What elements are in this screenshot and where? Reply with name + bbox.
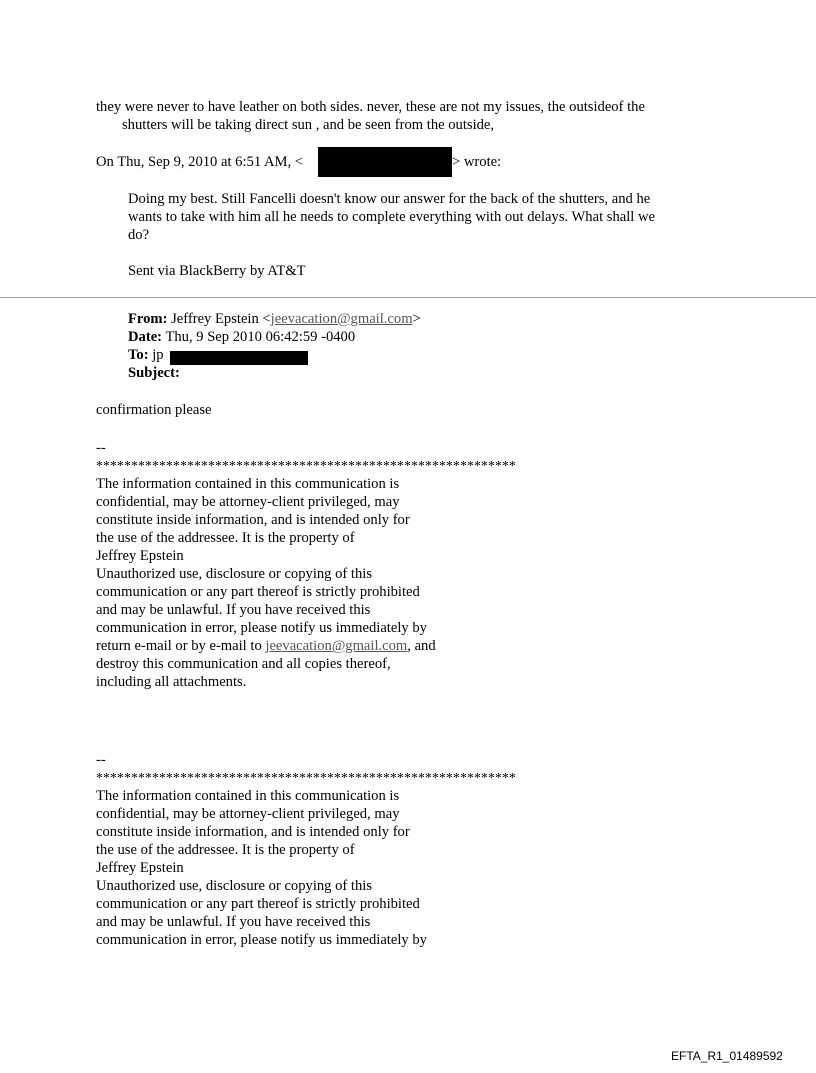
disclaimer-1-return-line [96, 637, 436, 655]
return-prefix: return e-mail or by e-mail to [96, 638, 266, 654]
date-row [128, 328, 355, 346]
subject-row [128, 364, 180, 382]
disclaimer-1-line: the use of the addressee. It is the property of [96, 530, 355, 546]
disclaimer-1-line: constitute inside information, and is intended only for [96, 512, 410, 528]
disclaimer-2-line: Jeffrey Epstein [96, 860, 184, 876]
quoted-line-3: do? [128, 227, 150, 243]
disclaimer-1-line: Jeffrey Epstein [96, 548, 184, 564]
quote-header-suffix: > wrote: [452, 154, 502, 170]
quoted-line-2: wants to take with him all he needs to complete everything with out delays. What shall we [128, 209, 656, 225]
from-email-link[interactable]: jeevacation@gmail.com [270, 311, 413, 327]
disclaimer-1-line: communication in error, please notify us immediately by [96, 620, 427, 636]
to-row [128, 346, 164, 364]
disclaimer-2-line: the use of the addressee. It is the property of [96, 842, 355, 858]
disclaimer-2-line: confidential, may be attorney-client privileged, may [96, 806, 400, 822]
disclaimer-1-line: The information contained in this communication is [96, 476, 400, 492]
disclaimer-1-line: including all attachments. [96, 674, 247, 690]
quoted-signature: Sent via BlackBerry by AT&T [128, 263, 306, 279]
return-suffix: , and [407, 638, 436, 654]
disclaimer-1-line: Unauthorized use, disclosure or copying of this [96, 566, 373, 582]
disclaimer-1-line: and may be unlawful. If you have received this [96, 602, 371, 618]
quote-header-prefix: On Thu, Sep 9, 2010 at 6:51 AM, < [96, 154, 304, 170]
date-label: Date: [128, 329, 163, 345]
redaction-block-recipient [170, 351, 308, 365]
original-body: confirmation please [96, 402, 212, 418]
reply-line-1: they were never to have leather on both sides. never, these are not my issues, the outsideof the [96, 99, 645, 115]
to-label: To: [128, 347, 149, 363]
disclaimer-1-line: destroy this communication and all copies thereof, [96, 656, 391, 672]
date-value: Thu, 9 Sep 2010 06:42:59 -0400 [165, 329, 356, 345]
section-divider [0, 297, 816, 298]
to-value: jp [152, 347, 164, 363]
disclaimer-2-stars: ************************************************************ [96, 770, 516, 785]
disclaimer-2-line: and may be unlawful. If you have received this [96, 914, 371, 930]
subject-label: Subject: [128, 365, 180, 381]
disclaimer-2-line: The information contained in this communication is [96, 788, 400, 804]
disclaimer-1-line: communication or any part thereof is strictly prohibited [96, 584, 420, 600]
disclaimer-1-line: confidential, may be attorney-client privileged, may [96, 494, 400, 510]
disclaimer-2-line: communication or any part thereof is strictly prohibited [96, 896, 420, 912]
disclaimer-1-stars: ************************************************************ [96, 458, 516, 473]
from-close: > [412, 311, 421, 327]
quoted-line-1: Doing my best. Still Fancelli doesn't know our answer for the back of the shutters, and he [128, 191, 651, 207]
quote-header [96, 153, 303, 171]
disclaimer-2-line: constitute inside information, and is intended only for [96, 824, 410, 840]
reply-line-2: shutters will be taking direct sun , and be seen from the outside, [122, 117, 495, 133]
document-id: EFTA_R1_01489592 [671, 1049, 783, 1063]
disclaimer-2-dash: -- [96, 752, 106, 768]
redaction-block-sender [318, 147, 452, 177]
from-label: From: [128, 311, 168, 327]
from-row [128, 310, 421, 328]
from-name: Jeffrey Epstein < [171, 311, 271, 327]
disclaimer-2-line: Unauthorized use, disclosure or copying of this [96, 878, 373, 894]
disclaimer-1-dash: -- [96, 440, 106, 456]
disclaimer-2-line: communication in error, please notify us immediately by [96, 932, 427, 948]
disclaimer-email-link[interactable]: jeevacation@gmail.com [265, 638, 408, 654]
